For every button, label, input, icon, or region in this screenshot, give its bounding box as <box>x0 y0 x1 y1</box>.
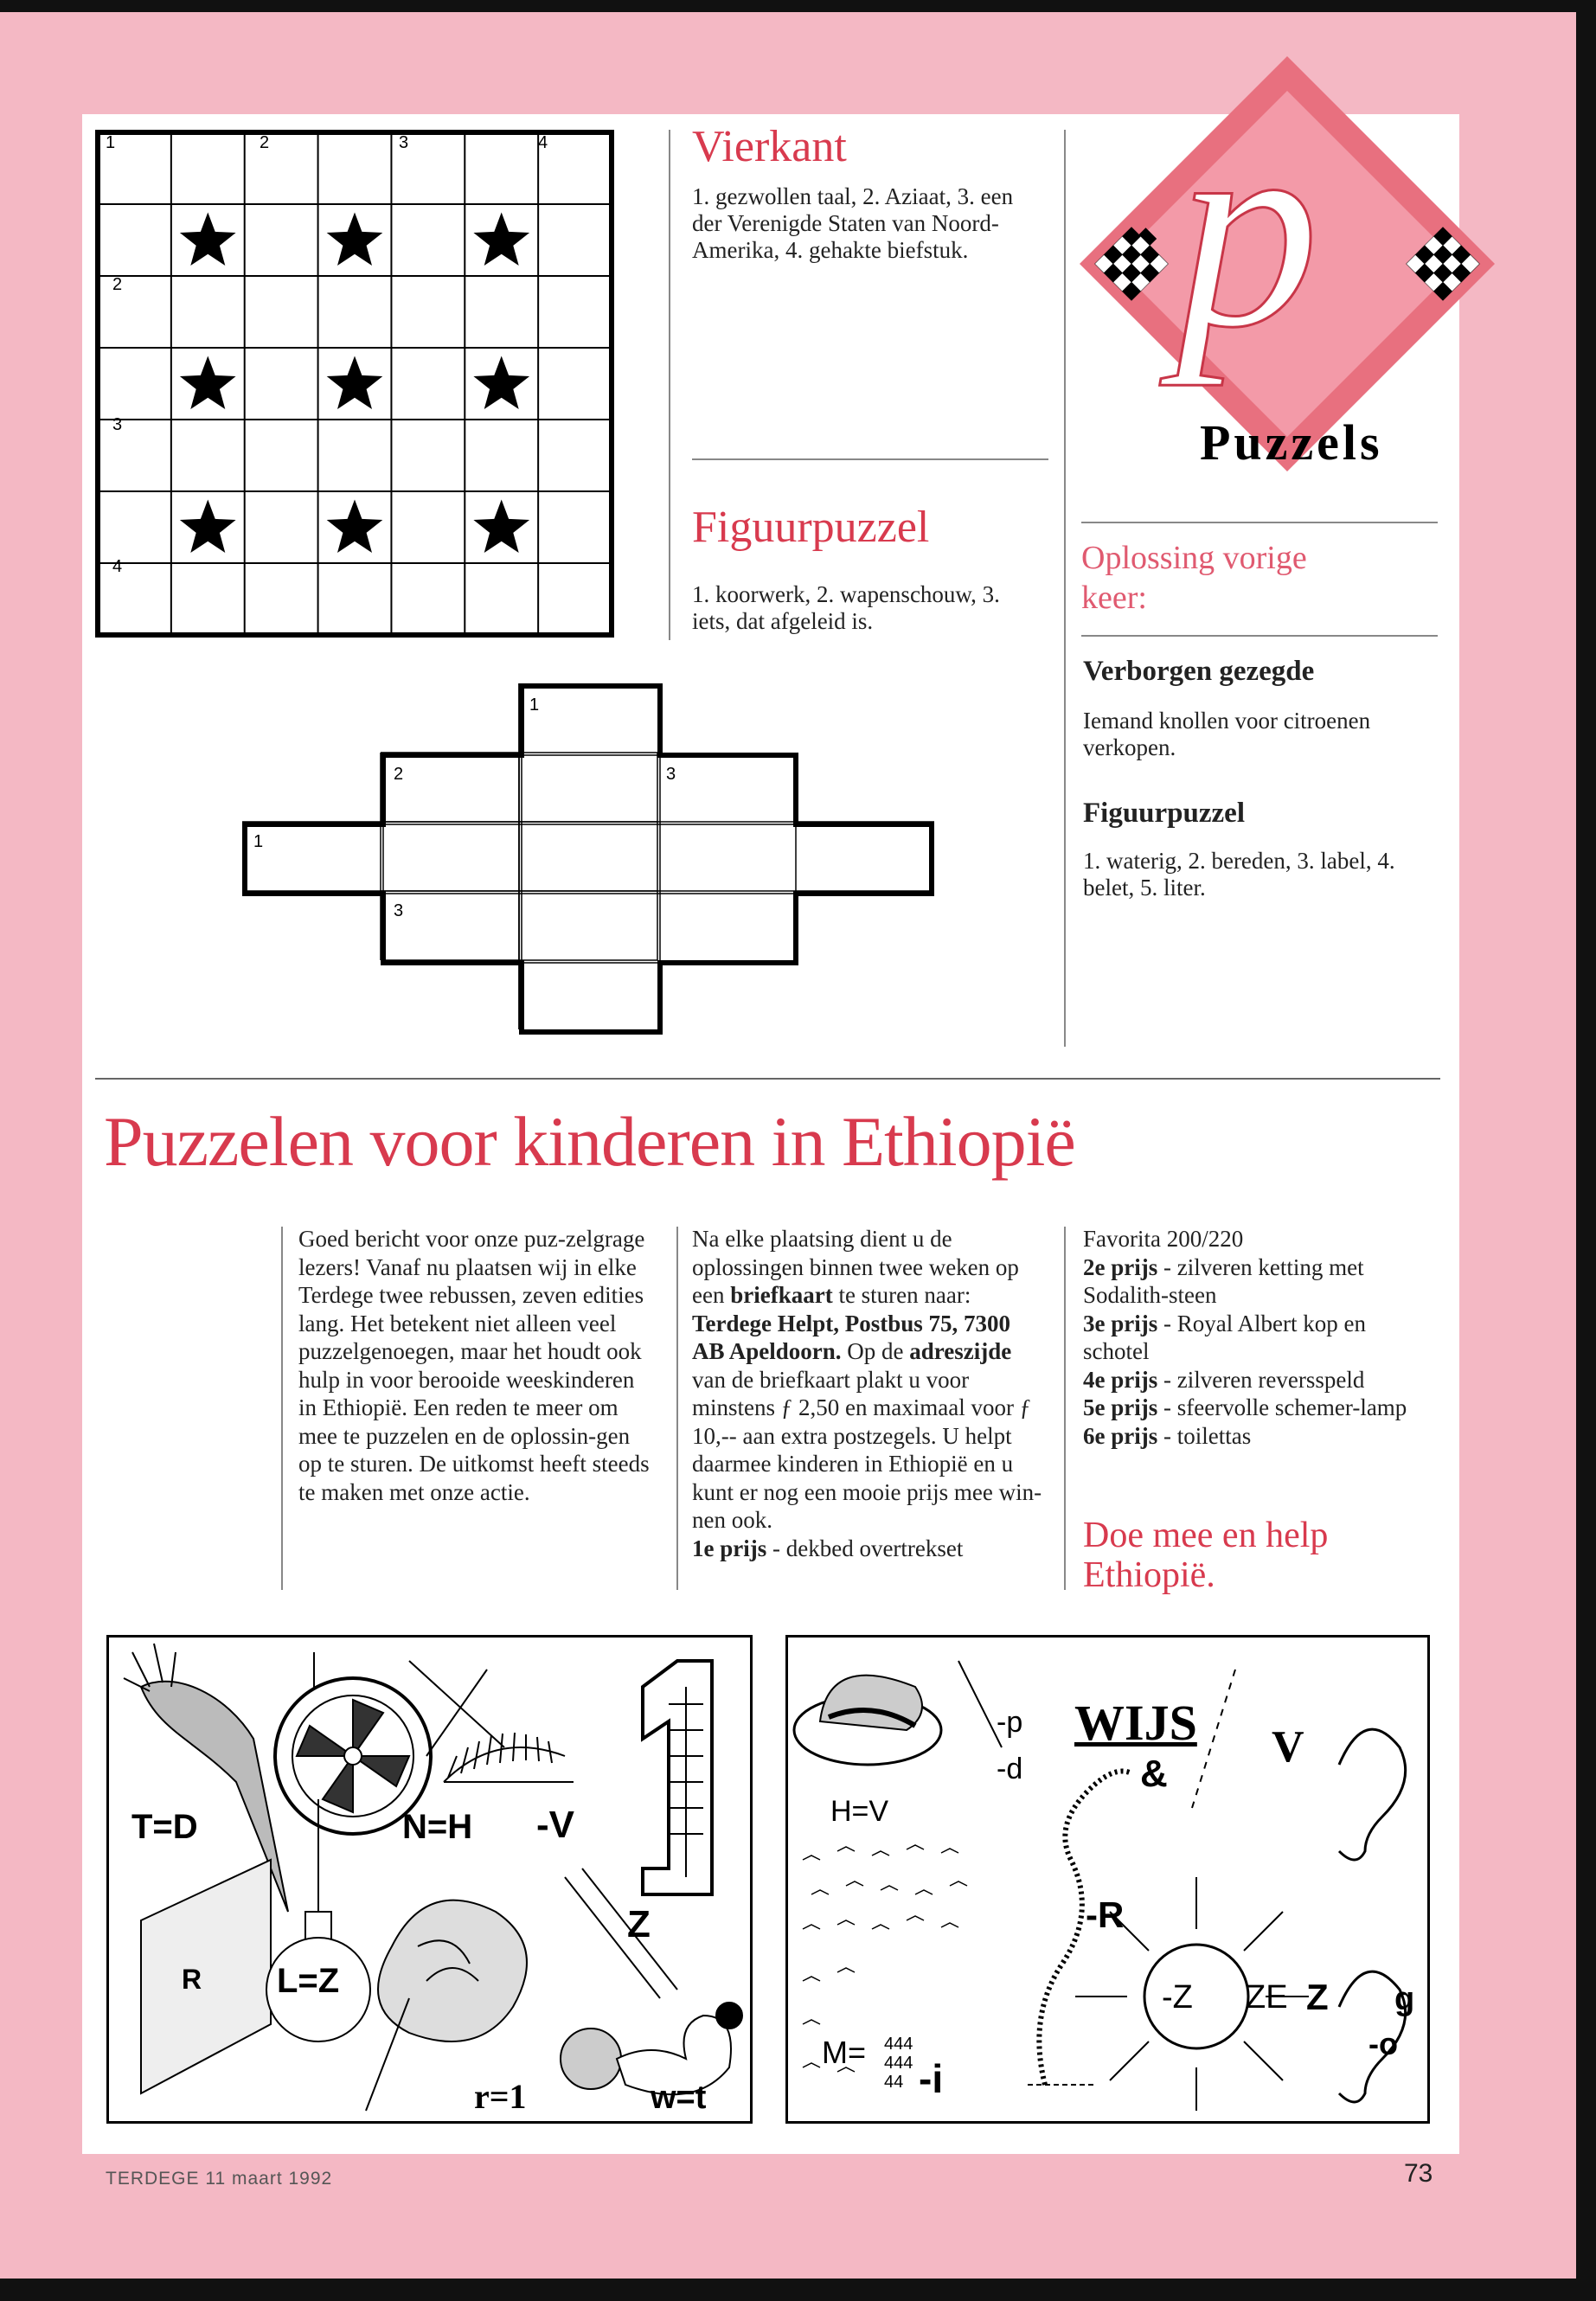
rebus1-label: L=Z <box>277 1962 340 2000</box>
fig-num-row3: 3 <box>394 901 404 920</box>
vierkant-grid[interactable] <box>95 130 614 640</box>
prize-text: - zilveren ketting met Sodalith-steen <box>1083 1253 1364 1308</box>
vierkant-num-1: 1 <box>106 133 116 152</box>
star-icon <box>327 500 383 554</box>
rebus1-label: w=t <box>651 2080 707 2116</box>
vierkant-num-3: 3 <box>399 133 409 152</box>
rebus1-label: T=D <box>131 1808 198 1846</box>
call-to-action: Doe mee en help Ethiopië. <box>1083 1516 1329 1595</box>
figuurpuzzel-grid[interactable] <box>242 683 934 1038</box>
oplossing-sec2-title: Figuurpuzzel <box>1083 798 1245 829</box>
divider <box>692 458 1048 460</box>
vierkant-num-2: 2 <box>260 133 270 152</box>
rebus1-label: -V <box>536 1804 574 1846</box>
rebus2-label: Z <box>1306 1977 1329 2017</box>
rebus2-label: -o <box>1368 2026 1398 2061</box>
article-col2 <box>692 1225 1047 1562</box>
vierkant-num-row4: 4 <box>112 557 123 576</box>
rebus2-label: -R <box>1086 1894 1125 1935</box>
rebus1-label: r=1 <box>474 2077 527 2116</box>
divider <box>95 1078 1440 1080</box>
vierkant-clues: 1. gezwollen taal, 2. Aziaat, 3. een der Verenigde Staten van Noord-Amerika, 4. gehakte biefstuk. <box>692 183 1014 263</box>
prize-6 <box>1083 1422 1429 1451</box>
prize-4 <box>1083 1366 1429 1394</box>
rebus1-label: N=H <box>402 1808 473 1846</box>
prize-text: - Royal Albert kop en schotel <box>1083 1310 1366 1364</box>
star-icon <box>473 500 529 554</box>
vierkant-title: Vierkant <box>692 122 847 171</box>
figuurpuzzel-clues: 1. koorwerk, 2. wapenschouw, 3. iets, dat afgeleid is. <box>692 581 1000 634</box>
prize-label: 5e prijs <box>1083 1394 1158 1420</box>
logo-label: Puzzels <box>1200 414 1383 471</box>
column-divider <box>676 1227 678 1590</box>
star-icon <box>180 356 236 410</box>
prize-text: - dekbed overtrekset <box>766 1535 964 1561</box>
star-icon <box>180 213 236 266</box>
col2-text: Na elke plaatsing dient u de oplossingen binnen twee weken op een <box>692 1226 1019 1308</box>
star-icon <box>473 213 529 266</box>
prize-2 <box>1083 1253 1429 1310</box>
rebus2-label: M= <box>822 2035 867 2070</box>
col2-text: te sturen naar: <box>832 1282 971 1308</box>
rebus2-label: V <box>1272 1722 1304 1772</box>
ball-icon <box>561 2029 621 2089</box>
rebus2-label: H=V <box>830 1795 889 1828</box>
article-col1: Goed bericht voor onze puz-zelgrage lezers! Vanaf nu plaatsen wij in elke Terdege twee rebussen, zeven edities lang. Het betekent niet alleen veel puzzelgenoegen, maar het houdt ook hulp in voor berooide weeskinderen in Ethiopië. Een reden te meer om mee te puzzelen en de oplossin-gen op te sturen. De uitkomst heeft steeds te maken met onze actie. <box>298 1226 650 1505</box>
column-divider <box>1064 130 1066 1047</box>
vierkant-num-4: 4 <box>538 133 548 152</box>
rebus2-label: ZE <box>1246 1979 1288 2016</box>
rebus2-label: -d <box>997 1753 1023 1785</box>
prize-label: 1e prijs <box>692 1535 767 1561</box>
rebus2-label: g <box>1394 1981 1415 2017</box>
col2-text: van de briefkaart plakt u voor minstens ƒ 2,50 en maximaal voor ƒ 10,-- aan extra postzegels. U helpt daarmee kinderen in Ethiopië en u kunt er nog een mooie prijs mee win-nen ook. <box>692 1366 1042 1533</box>
fig-num-1: 1 <box>529 695 540 715</box>
prize-text: - sfeervolle schemer-lamp <box>1157 1394 1407 1420</box>
column-divider <box>669 130 670 640</box>
oplossing-sec1-text: Iemand knollen voor citroenen verkopen. <box>1083 708 1371 760</box>
page-number: 73 <box>1404 2159 1433 2188</box>
column-divider <box>1064 1227 1066 1590</box>
article-headline: Puzzelen voor kinderen in Ethiopië <box>104 1102 1075 1181</box>
fig-num-3: 3 <box>666 765 676 784</box>
rebus1-label: Z <box>627 1903 651 1945</box>
footer-publication: TERDEGE 11 maart 1992 <box>106 2169 333 2189</box>
fig-num-2: 2 <box>394 765 404 784</box>
rebus2-label: & <box>1140 1753 1168 1795</box>
prize-label: 3e prijs <box>1083 1310 1158 1336</box>
col2-address: Terdege Helpt, Postbus 75, 7300 AB Apeldoorn. <box>692 1310 1011 1364</box>
prize-text: - zilveren reversspeld <box>1157 1366 1365 1393</box>
prize-3 <box>1083 1310 1429 1366</box>
star-icon <box>327 356 383 410</box>
col2-text: Op de <box>841 1338 910 1364</box>
rebus1-label: R <box>182 1964 202 1995</box>
rebus2-label: -Z <box>1162 1979 1193 2016</box>
rebus2-label: -p <box>997 1706 1023 1739</box>
divider <box>1081 522 1438 523</box>
rebus2-label: 444 <box>884 2035 913 2054</box>
rebus2-label: WIJS <box>1074 1695 1197 1751</box>
prize-5 <box>1083 1394 1429 1422</box>
vierkant-num-row2: 2 <box>112 275 123 294</box>
figuurpuzzel-title: Figuurpuzzel <box>692 503 930 552</box>
logo-letter-p: p <box>1176 71 1319 387</box>
star-icon <box>180 500 236 554</box>
prize-label: 4e prijs <box>1083 1366 1158 1393</box>
article-col3 <box>1083 1225 1429 1450</box>
divider <box>1081 635 1438 637</box>
col2-bold: briefkaart <box>730 1282 833 1308</box>
vierkant-num-row3: 3 <box>112 415 123 434</box>
fig-num-row1: 1 <box>253 832 264 851</box>
column-divider <box>281 1227 283 1590</box>
rebus-1[interactable] <box>106 1635 753 2124</box>
prize-label: 2e prijs <box>1083 1253 1158 1280</box>
prize-text: - toilettas <box>1157 1422 1252 1449</box>
prize-1-cont: Favorita 200/220 <box>1083 1226 1244 1252</box>
oplossing-title: Oplossing vorige keer: <box>1081 540 1307 616</box>
prize-label: 6e prijs <box>1083 1422 1158 1449</box>
star-icon <box>327 213 383 266</box>
rebus2-label: -i <box>919 2056 944 2101</box>
oplossing-sec2-text: 1. waterig, 2. bereden, 3. label, 4. belet, 5. liter. <box>1083 848 1395 901</box>
rebus2-label: 44 <box>884 2073 904 2092</box>
rebus2-label: 444 <box>884 2054 913 2073</box>
oplossing-sec1-title: Verborgen gezegde <box>1083 656 1315 687</box>
col2-bold: adreszijde <box>909 1338 1012 1364</box>
star-icon <box>473 356 529 410</box>
